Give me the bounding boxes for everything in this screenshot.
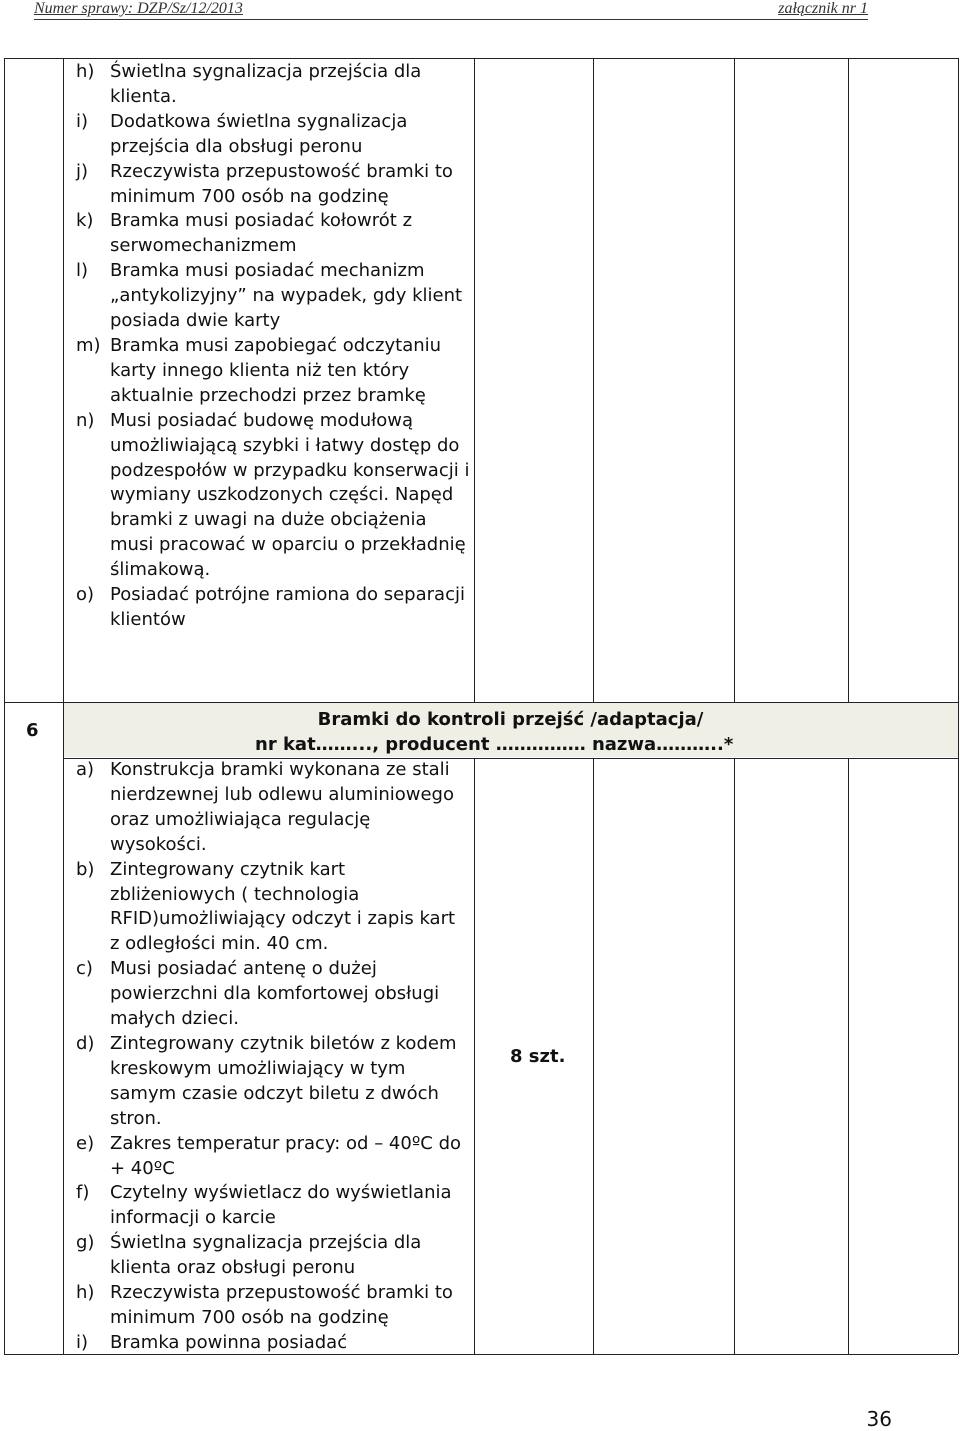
item-marker: l) <box>76 260 89 282</box>
list-item <box>76 1331 470 1356</box>
section-number: 6 <box>26 720 39 741</box>
item-marker: c) <box>76 958 93 980</box>
item-marker: i) <box>76 110 89 132</box>
list-item <box>76 160 470 210</box>
case-number: Numer sprawy: DZP/Sz/12/2013 <box>34 0 243 17</box>
list-item <box>76 858 470 958</box>
item-text: Bramka musi posiadać mechanizm „antykolizyjny” na wypadek, gdy klient posiada dwie karty <box>110 260 463 332</box>
list-item <box>76 1132 470 1182</box>
item-marker: h) <box>76 61 95 82</box>
section-title: Bramki do kontroli przejść /adaptacja/ <box>317 709 704 730</box>
item-text: Świetlna sygnalizacja przejścia dla klienta. <box>110 61 422 107</box>
col-border <box>734 758 735 1354</box>
col-border <box>474 58 475 702</box>
row-border-top <box>4 58 958 59</box>
list-item <box>76 60 470 110</box>
item-marker: d) <box>76 1032 95 1054</box>
page-number: 36 <box>866 1407 892 1431</box>
col-border <box>63 702 64 1354</box>
item-marker: h) <box>76 1282 95 1304</box>
list-item <box>76 409 470 583</box>
list-item <box>76 758 470 858</box>
item-marker: m) <box>76 334 101 356</box>
item-marker: g) <box>76 1232 95 1254</box>
item-text: Musi posiadać budowę modułową umożliwiającą szybki i łatwy dostęp do podzespołów w przypadku konserwacji i wymiany uszkodzonych części. Napęd bramki z uwagi na duże obciążenia musi pracować w oparciu o przekładnię ślimakową. <box>110 409 470 581</box>
list-item <box>76 957 470 1032</box>
col-border <box>4 58 5 702</box>
col-border <box>593 758 594 1354</box>
list-item <box>76 583 470 633</box>
item-text: Zintegrowany czytnik biletów z kodem kreskowym umożliwiający w tym samym czasie odczyt biletu z dwóch stron. <box>110 1032 457 1129</box>
item-marker: k) <box>76 210 94 232</box>
quantity-value: 8 szt. <box>510 1046 566 1067</box>
item-marker: n) <box>76 409 95 431</box>
col-border <box>63 58 64 702</box>
item-text: Bramka musi zapobiegać odczytaniu karty innego klienta niż ten który aktualnie przechodzi przez bramkę <box>110 334 442 406</box>
list-item <box>76 334 470 409</box>
item-text: Rzeczywista przepustowość bramki to minimum 700 osób na godzinę <box>110 1282 453 1328</box>
item-text: Bramka musi posiadać kołowrót z serwomechanizmem <box>110 210 413 257</box>
item-marker: j) <box>76 160 89 182</box>
requirements-list <box>76 60 470 633</box>
item-text: Posiadać potrójne ramiona do separacji klientów <box>110 584 465 630</box>
list-item <box>76 1032 470 1132</box>
item-text: Zakres temperatur pracy: od – 40ºC do + 40ºC <box>110 1132 462 1179</box>
item-text: Czytelny wyświetlacz do wyświetlania informacji o karcie <box>110 1182 452 1229</box>
col-border <box>848 58 849 702</box>
list-item <box>76 1231 470 1281</box>
item-text: Bramka powinna posiadać <box>110 1331 348 1353</box>
item-marker: o) <box>76 584 95 606</box>
col-border <box>593 58 594 702</box>
item-text: Konstrukcja bramki wykonana ze stali nierdzewnej lub odlewu aluminiowego oraz umożliwiająca regulację wysokości. <box>110 759 454 855</box>
list-item <box>76 1281 470 1331</box>
item-text: Dodatkowa świetlna sygnalizacja przejścia dla obsługi peronu <box>110 110 408 157</box>
attachment-label: załącznik nr 1 <box>778 0 868 17</box>
item-text: Świetlna sygnalizacja przejścia dla klienta oraz obsługi peronu <box>110 1232 422 1279</box>
col-border <box>734 58 735 702</box>
list-item <box>76 259 470 334</box>
col-border <box>958 702 959 1354</box>
item-marker: f) <box>76 1182 90 1204</box>
section6-requirements-list <box>76 758 470 1356</box>
col-border <box>958 58 959 702</box>
list-item <box>76 110 470 160</box>
item-marker: e) <box>76 1132 95 1154</box>
item-text: Musi posiadać antenę o dużej powierzchni dla komfortowej obsługi małych dzieci. <box>110 958 440 1030</box>
section-subtitle: nr kat……..., producent …………… nazwa………..* <box>255 734 734 755</box>
item-marker: b) <box>76 858 95 880</box>
item-marker: i) <box>76 1331 89 1353</box>
list-item <box>76 1181 470 1231</box>
item-marker: a) <box>76 759 95 780</box>
col-border <box>4 702 5 1354</box>
item-text: Rzeczywista przepustowość bramki to minimum 700 osób na godzinę <box>110 160 453 207</box>
list-item <box>76 209 470 259</box>
col-border <box>474 758 475 1354</box>
col-border <box>848 758 849 1354</box>
item-text: Zintegrowany czytnik kart zbliżeniowych ( technologia RFID)umożliwiający odczyt i zapis kart z odległości min. 40 cm. <box>110 858 456 955</box>
row-border <box>4 702 958 703</box>
